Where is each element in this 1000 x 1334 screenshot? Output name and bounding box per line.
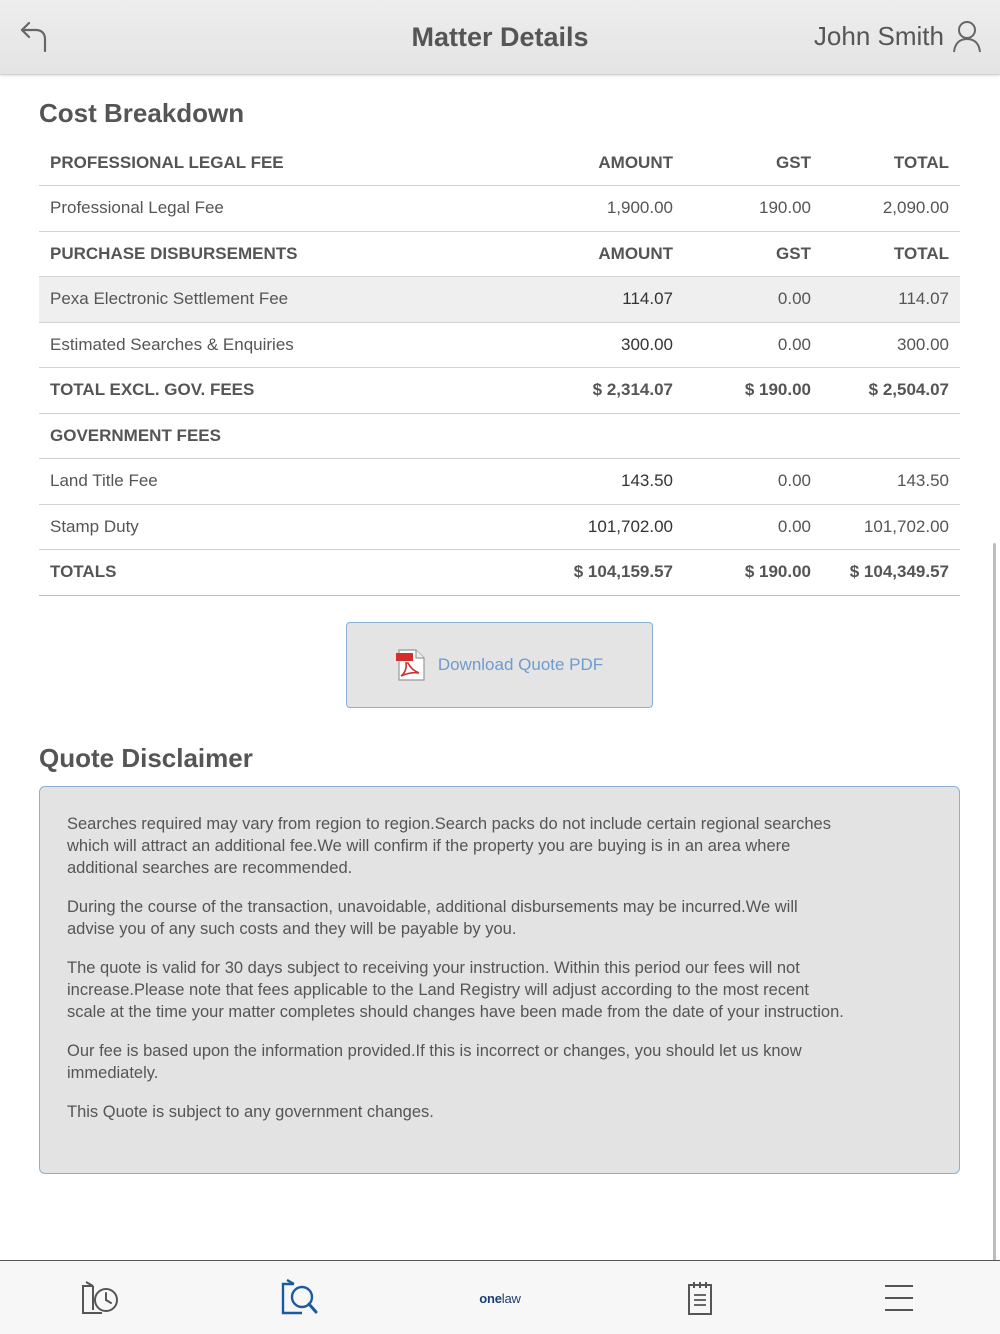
cost-breakdown-table (39, 140, 960, 596)
column-header: TOTAL (822, 140, 960, 186)
row-label: Pexa Electronic Settlement Fee (39, 277, 529, 323)
onelaw-logo: onelaw (479, 1290, 521, 1306)
tab-notes[interactable] (670, 1273, 730, 1323)
row-gst: 0.00 (684, 277, 822, 323)
table-row (39, 504, 960, 550)
tab-search-documents[interactable] (270, 1273, 330, 1323)
page-title: Matter Details (411, 22, 589, 52)
download-label: Download Quote PDF (437, 655, 604, 674)
column-header: GST (684, 231, 822, 277)
quote-disclaimer-title: Quote Disclaimer (39, 743, 253, 773)
totals-total: $ 104,349.57 (822, 550, 960, 596)
subtotal-amount: $ 2,314.07 (529, 368, 684, 414)
disclaimer-paragraph: Our fee is based upon the information provided.If this is incorrect or changes, you should let us know immediately. (67, 1042, 802, 1082)
disclaimer-box (39, 786, 960, 1174)
cost-breakdown-title: Cost Breakdown (39, 98, 245, 128)
totals-label: TOTALS (39, 550, 529, 596)
row-amount: 1,900.00 (529, 186, 684, 232)
totals-amount: $ 104,159.57 (529, 550, 684, 596)
row-amount: 114.07 (529, 277, 684, 323)
column-header: PURCHASE DISBURSEMENTS (39, 231, 529, 277)
tab-menu[interactable] (869, 1273, 929, 1323)
row-gst: 0.00 (684, 504, 822, 550)
column-header: PROFESSIONAL LEGAL FEE (39, 140, 529, 186)
row-total: 101,702.00 (822, 504, 960, 550)
document-search-icon (280, 1279, 320, 1317)
row-total: 143.50 (822, 459, 960, 505)
history-document-icon (80, 1280, 120, 1316)
subtotal-label: TOTAL EXCL. GOV. FEES (39, 368, 529, 414)
column-header: GST (684, 140, 822, 186)
row-gst: 190.00 (684, 186, 822, 232)
user-icon (952, 19, 982, 53)
row-amount: 101,702.00 (529, 504, 684, 550)
row-amount: 143.50 (529, 459, 684, 505)
table-header-row (39, 413, 960, 459)
bottom-tab-bar (0, 1260, 1000, 1334)
column-header: GOVERNMENT FEES (39, 413, 529, 459)
column-header: TOTAL (822, 231, 960, 277)
user-name: John Smith (813, 20, 944, 51)
table-header-row (39, 140, 960, 186)
empty-cell (684, 413, 822, 459)
totals-row (39, 550, 960, 596)
disclaimer-paragraph: The quote is valid for 30 days subject to receiving your instruction. Within this period our fees will not increase.Please note that fees applicable to the Land Registry will adjust according to the most recent scale at the time your matter completes should changes have been made from the date of your instruction. (67, 959, 844, 1021)
table-row (39, 186, 960, 232)
row-amount: 300.00 (529, 322, 684, 368)
vertical-scrollbar[interactable] (993, 543, 996, 1263)
row-total: 300.00 (822, 322, 960, 368)
app-header (0, 0, 1000, 75)
tab-history[interactable] (70, 1273, 130, 1323)
pdf-file-icon (396, 649, 426, 681)
empty-cell (822, 413, 960, 459)
row-gst: 0.00 (684, 322, 822, 368)
disclaimer-paragraph: Searches required may vary from region to region.Search packs do not include certain regional searches which will attract an additional fee.We will confirm if the property you are buying is in an area where additional searches are recommended. (67, 815, 831, 877)
table-header-row (39, 231, 960, 277)
table-row (39, 459, 960, 505)
row-label: Land Title Fee (39, 459, 529, 505)
disclaimer-paragraph: During the course of the transaction, unavoidable, additional disbursements may be incurred.We will advise you of any such costs and they will be payable by you. (67, 898, 798, 938)
table-row (39, 322, 960, 368)
row-total: 114.07 (822, 277, 960, 323)
menu-icon (883, 1283, 915, 1313)
row-label: Estimated Searches & Enquiries (39, 322, 529, 368)
column-header: AMOUNT (529, 231, 684, 277)
column-header: AMOUNT (529, 140, 684, 186)
row-label: Stamp Duty (39, 504, 529, 550)
totals-gst: $ 190.00 (684, 550, 822, 596)
subtotal-row (39, 368, 960, 414)
row-label: Professional Legal Fee (39, 186, 529, 232)
empty-cell (529, 413, 684, 459)
table-row (39, 277, 960, 323)
row-total: 2,090.00 (822, 186, 960, 232)
download-quote-pdf-button[interactable] (346, 622, 653, 708)
tab-home-logo[interactable] (470, 1273, 530, 1323)
subtotal-total: $ 2,504.07 (822, 368, 960, 414)
disclaimer-paragraph: This Quote is subject to any government changes. (67, 1103, 434, 1121)
notepad-icon (685, 1280, 715, 1316)
user-profile-button[interactable] (814, 16, 982, 56)
subtotal-gst: $ 190.00 (684, 368, 822, 414)
row-gst: 0.00 (684, 459, 822, 505)
